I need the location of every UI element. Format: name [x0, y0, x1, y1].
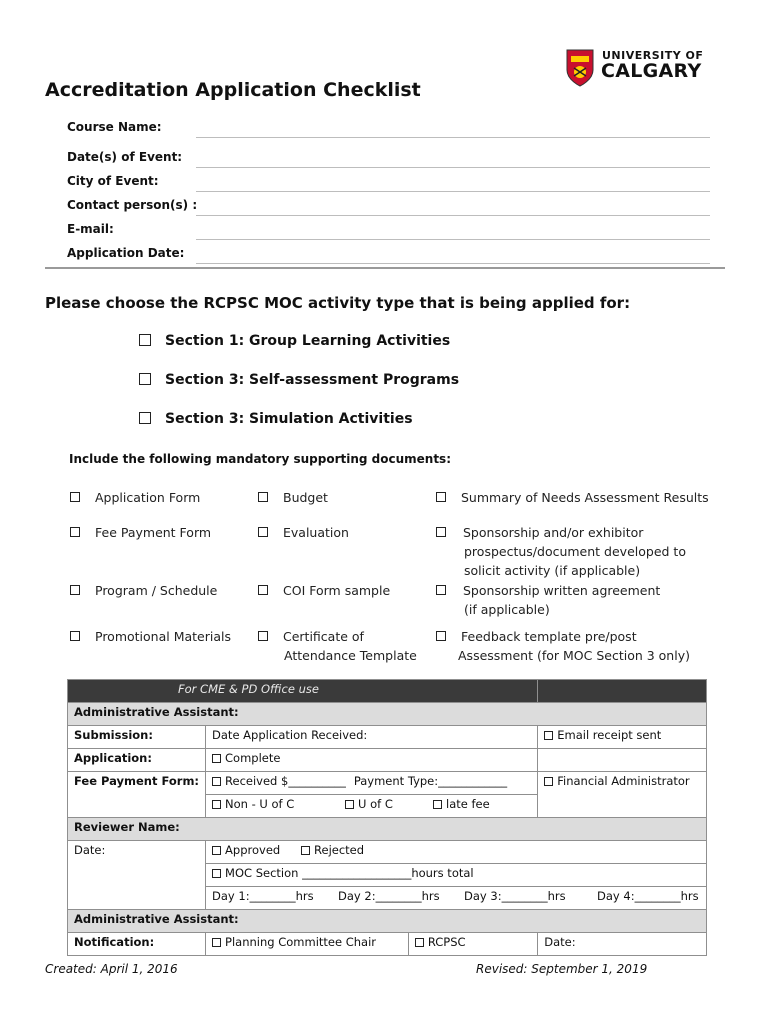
checkbox[interactable] [258, 527, 268, 537]
contact-person-label: Contact person(s) : [67, 198, 198, 212]
checkbox[interactable] [544, 731, 553, 740]
crest-icon [565, 48, 595, 88]
date-received-field[interactable]: Date Application Received: [206, 726, 538, 749]
table-row [68, 749, 707, 772]
checkbox[interactable] [70, 527, 80, 537]
moc-section-field[interactable]: MOC Section ___________________hours total [206, 864, 707, 887]
page-title: Accreditation Application Checklist [45, 79, 421, 101]
contact-person-field[interactable] [196, 215, 710, 216]
checkbox[interactable] [212, 777, 221, 786]
university-logo [565, 46, 715, 90]
checkbox[interactable] [139, 334, 151, 346]
section-option-self-assessment[interactable]: Section 3: Self-assessment Programs [139, 372, 459, 388]
checkbox[interactable] [258, 631, 268, 641]
checkbox[interactable] [415, 938, 424, 947]
checkbox[interactable] [433, 800, 442, 809]
application-label: Application: [68, 749, 206, 772]
email-field[interactable] [196, 239, 710, 240]
table-row [68, 841, 707, 864]
table-row [68, 910, 707, 933]
office-use-header: For CME & PD Office use [68, 680, 538, 703]
application-date-field[interactable] [196, 263, 710, 264]
checkbox[interactable] [301, 846, 310, 855]
checkbox[interactable] [436, 631, 446, 641]
course-name-label: Course Name: [67, 120, 162, 134]
checkbox[interactable] [212, 869, 221, 878]
logo-line2: CALGARY [601, 60, 702, 82]
documents-heading: Include the following mandatory supporting documents: [69, 452, 451, 466]
section-option-group-learning[interactable]: Section 1: Group Learning Activities [139, 333, 450, 349]
table-row [68, 680, 707, 703]
revised-date: Revised: September 1, 2019 [476, 962, 648, 976]
table-row [68, 726, 707, 749]
checkbox[interactable] [70, 492, 80, 502]
table-row [68, 703, 707, 726]
course-name-field[interactable] [196, 137, 710, 138]
complete-option[interactable]: Complete [206, 749, 538, 772]
checkbox[interactable] [544, 777, 553, 786]
event-dates-field[interactable] [196, 167, 710, 168]
checkbox[interactable] [258, 492, 268, 502]
checkbox[interactable] [436, 492, 446, 502]
fee-payment-label: Fee Payment Form: [68, 772, 206, 795]
checkbox[interactable] [70, 631, 80, 641]
planning-chair-option[interactable]: Planning Committee Chair [206, 933, 409, 956]
admin-assistant-header: Administrative Assistant: [68, 703, 707, 726]
logo-line1: UNIVERSITY OF [602, 49, 704, 62]
financial-admin-option[interactable]: Financial Administrator [538, 772, 707, 795]
email-label: E-mail: [67, 222, 114, 236]
table-row [68, 818, 707, 841]
checkbox[interactable] [70, 585, 80, 595]
checkbox[interactable] [212, 846, 221, 855]
event-city-label: City of Event: [67, 174, 159, 188]
checkbox[interactable] [345, 800, 354, 809]
checkbox[interactable] [258, 585, 268, 595]
checkbox[interactable] [212, 938, 221, 947]
notification-label: Notification: [68, 933, 206, 956]
event-dates-label: Date(s) of Event: [67, 150, 183, 164]
checkbox[interactable] [212, 800, 221, 809]
table-row [68, 933, 707, 956]
checkbox[interactable] [139, 373, 151, 385]
submission-label: Submission: [68, 726, 206, 749]
checkbox[interactable] [436, 527, 446, 537]
created-date: Created: April 1, 2016 [45, 962, 178, 976]
event-city-field[interactable] [196, 191, 710, 192]
table-row [68, 772, 707, 795]
checkbox[interactable] [212, 754, 221, 763]
review-decision-options[interactable]: Approved Rejected [206, 841, 707, 864]
reviewer-name-header: Reviewer Name: [68, 818, 707, 841]
checkbox[interactable] [139, 412, 151, 424]
fee-category-options[interactable]: Non - U of C U of C late fee [206, 795, 538, 818]
email-receipt-option[interactable]: Email receipt sent [538, 726, 707, 749]
activity-type-question: Please choose the RCPSC MOC activity type that is being applied for: [45, 294, 631, 312]
office-use-table [67, 679, 707, 956]
table-row [68, 795, 707, 818]
rcpsc-option[interactable]: RCPSC [408, 933, 537, 956]
application-date-label: Application Date: [67, 246, 185, 260]
section-option-simulation[interactable]: Section 3: Simulation Activities [139, 411, 413, 427]
review-date-label: Date: [68, 841, 206, 910]
daily-hours-field[interactable]: Day 1:________hrs Day 2:________hrs Day 3:________hrs Day 4:________hrs [206, 887, 707, 910]
notification-date-field[interactable]: Date: [538, 933, 707, 956]
section-divider [45, 267, 725, 269]
admin-assistant-header-2: Administrative Assistant: [68, 910, 707, 933]
received-amount-field[interactable]: Received $__________ Payment Type:____________ [206, 772, 538, 795]
checkbox[interactable] [436, 585, 446, 595]
